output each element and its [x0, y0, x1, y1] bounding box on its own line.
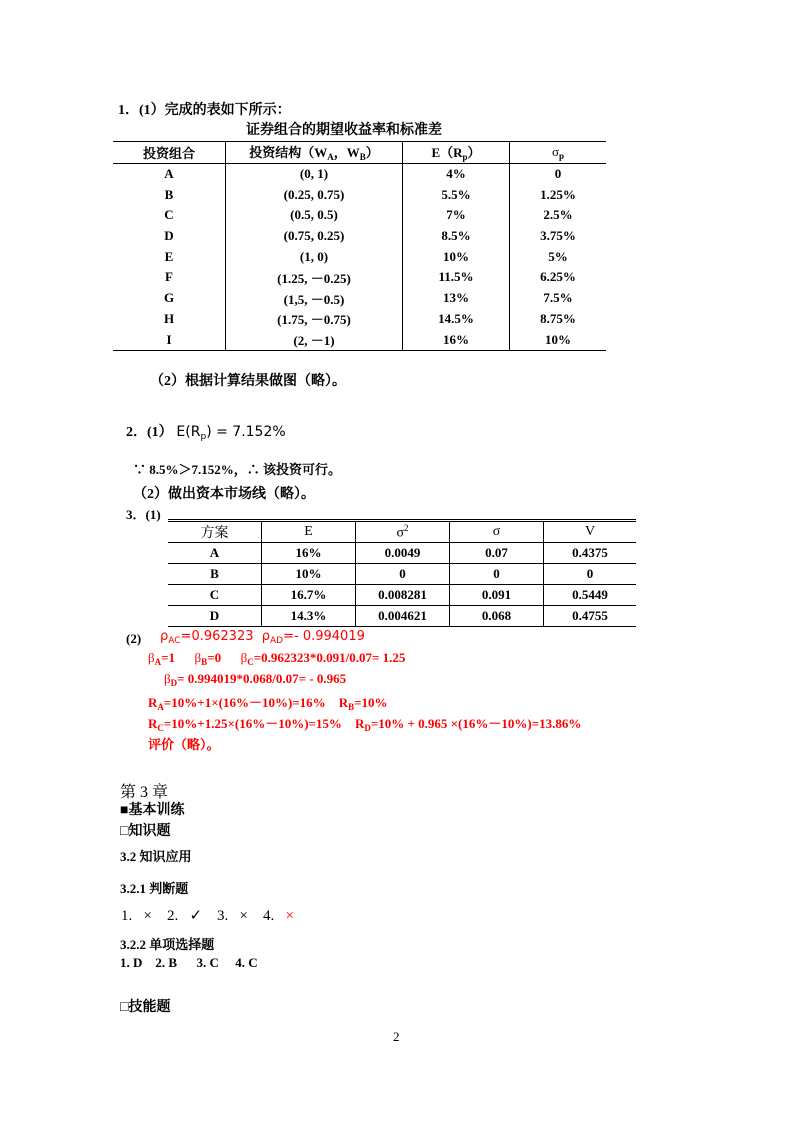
cell-portfolio: C	[164, 207, 174, 223]
skills-heading: □技能题	[120, 1000, 171, 1015]
cell-variance: 0.008281	[356, 585, 450, 606]
q1-part2: （2）根据计算结果做图（略）。	[150, 374, 346, 389]
tf-num-2: 2.	[166, 908, 179, 924]
cell-portfolio: H	[163, 310, 175, 326]
cell-structure: (1, 0)	[226, 246, 403, 267]
table-row	[168, 543, 636, 564]
cell-expected-return: 13%	[403, 288, 510, 309]
cell-portfolio: E	[164, 248, 174, 264]
cell-portfolio: I	[166, 331, 172, 347]
col-header-e: E	[262, 522, 356, 543]
true-false-answers	[121, 906, 294, 925]
cell-e: 10%	[262, 564, 356, 585]
col-header-v: V	[544, 522, 637, 543]
cell-expected-return: 16%	[403, 329, 510, 350]
q2-conclusion: ∵ 8.5%＞7.152%，∴ 该投资可行。	[133, 462, 342, 477]
check-icon: ✓	[189, 908, 203, 924]
section-3-2-1: 3.2.1 判断题	[120, 881, 189, 896]
table-row	[113, 205, 606, 226]
basic-training-heading: ■基本训练	[120, 803, 185, 818]
table-header-row	[168, 522, 636, 543]
page-number: 2	[393, 1029, 400, 1044]
tf-num-1: 1.	[121, 908, 133, 924]
tf-num-3: 3.	[217, 908, 229, 924]
col-header-portfolio: 投资组合	[142, 145, 195, 161]
cell-sigma: 5%	[510, 246, 607, 267]
cell-portfolio: F	[165, 269, 173, 285]
table1-title: 证券组合的期望收益率和标准差	[246, 123, 442, 138]
section-3-2: 3.2 知识应用	[120, 849, 192, 864]
cell-scheme: D	[168, 606, 262, 627]
cell-v: 0.4375	[544, 543, 637, 564]
cell-expected-return: 8.5%	[403, 226, 510, 247]
return-line-1: $R_A=10\%+1\times(16\%-10\%)=16\%$ $R_B=10\%$	[148, 695, 388, 712]
cell-expected-return: 14.5%	[403, 309, 510, 330]
cell-v: 0	[544, 564, 637, 585]
col-header-scheme: 方案	[168, 522, 262, 543]
tf-mark-1: ×	[143, 908, 152, 924]
cell-sigma: 7.5%	[510, 288, 607, 309]
cell-structure: (2, －1)	[226, 329, 403, 350]
q3-label: 3．(1)	[126, 507, 161, 522]
cell-sigma: 0.091	[450, 585, 544, 606]
return-line-2: $R_C=10\%+1.25\times(16\%-10\%)=15\%$ $R_D=10\% + 0.965 \times(16\%-10\%)=13.86\%$	[148, 716, 582, 733]
knowledge-heading: □知识题	[120, 824, 171, 839]
cell-sigma: 1.25%	[510, 184, 607, 205]
col-header-sigma: σ	[450, 522, 544, 543]
cell-scheme: B	[168, 564, 262, 585]
cell-sigma: 8.75%	[510, 309, 607, 330]
cell-structure: (0.5, 0.5)	[226, 205, 403, 226]
section-3-2-2: 3.2.2 单项选择题	[120, 937, 215, 952]
cell-structure: (1.25, －0.25)	[226, 267, 403, 288]
multiple-choice-answers: 1. D 2. B 3. C 4. C	[120, 955, 258, 970]
cell-portfolio: B	[164, 186, 174, 202]
cell-sigma: 0.07	[450, 543, 544, 564]
table-row	[168, 564, 636, 585]
q1-intro: 1．(1）完成的表如下所示：	[118, 103, 291, 118]
table-row	[113, 184, 606, 205]
table-row	[113, 288, 606, 309]
cell-portfolio: G	[163, 290, 175, 306]
chapter-title: 第 3 章	[120, 784, 169, 801]
q2-part2: （2）做出资本市场线（略）。	[133, 487, 315, 502]
cell-structure: (1.75, －0.75)	[226, 309, 403, 330]
col-header-sigma: $\sigma_p$	[510, 142, 607, 164]
cell-sigma: 10%	[510, 329, 607, 350]
table-row	[113, 267, 606, 288]
cell-sigma: 0.068	[450, 606, 544, 627]
table-row	[113, 309, 606, 330]
cell-expected-return: 7%	[403, 205, 510, 226]
tf-mark-3: ×	[239, 908, 249, 924]
table-row	[113, 163, 606, 184]
cell-expected-return: 10%	[403, 246, 510, 267]
cell-sigma: 2.5%	[510, 205, 607, 226]
cell-portfolio: D	[164, 228, 174, 244]
portfolio-table	[113, 141, 606, 351]
cell-expected-return: 11.5%	[403, 267, 510, 288]
q3-part2-label: (2)	[126, 631, 142, 646]
cell-structure: (0.25, 0.75)	[226, 184, 403, 205]
cell-sigma: 0	[510, 163, 607, 184]
rho-line: $\rho_{AC}=0.962323$ $\rho_{AD}=-$ 0.994019	[160, 629, 365, 646]
tf-num-4: 4.	[263, 908, 275, 924]
cell-scheme: C	[168, 585, 262, 606]
q2-line	[126, 421, 286, 442]
cell-sigma: 6.25%	[510, 267, 607, 288]
q3-evaluation: 评价（略）。	[148, 737, 220, 752]
col-header-structure: 投资结构（$W_A$，$W_B$）	[226, 142, 403, 164]
table-row	[113, 329, 606, 350]
beta-line-2: $\beta_D= 0.994019*0.068/0.07= - 0.965$	[164, 671, 347, 688]
cell-structure: (1,5, －0.5)	[226, 288, 403, 309]
table-row	[168, 606, 636, 627]
beta-line-1: $\beta_A=1$ $\beta_B=0$ $\beta_C=0.962323*0.091/0.07= 1.25$	[148, 650, 406, 667]
cell-structure: (0, 1)	[226, 163, 403, 184]
table-row	[113, 246, 606, 267]
table-header-row	[113, 142, 606, 164]
cell-sigma: 0	[450, 564, 544, 585]
col-header-expected-return: $E(R_p)$	[403, 142, 510, 164]
table-row	[113, 226, 606, 247]
cell-v: 0.5449	[544, 585, 637, 606]
cell-portfolio: A	[164, 166, 174, 182]
cell-variance: 0.0049	[356, 543, 450, 564]
tf-mark-4: ×	[285, 908, 294, 924]
cell-sigma: 3.75%	[510, 226, 607, 247]
cell-expected-return: 4%	[403, 163, 510, 184]
col-header-variance: $\sigma^2$	[356, 522, 450, 543]
cell-scheme: A	[168, 543, 262, 564]
q2-label: 2．(1）	[126, 425, 173, 440]
q2-formula: $E(R_p) = 7.152\%$	[176, 424, 286, 442]
cell-variance: 0	[356, 564, 450, 585]
cell-e: 16%	[262, 543, 356, 564]
table3-top-rule	[168, 519, 636, 520]
cell-v: 0.4755	[544, 606, 637, 627]
cell-expected-return: 5.5%	[403, 184, 510, 205]
cell-e: 16.7%	[262, 585, 356, 606]
table-row	[168, 585, 636, 606]
cell-e: 14.3%	[262, 606, 356, 627]
cell-variance: 0.004621	[356, 606, 450, 627]
cell-structure: (0.75, 0.25)	[226, 226, 403, 247]
scheme-table	[168, 521, 636, 627]
